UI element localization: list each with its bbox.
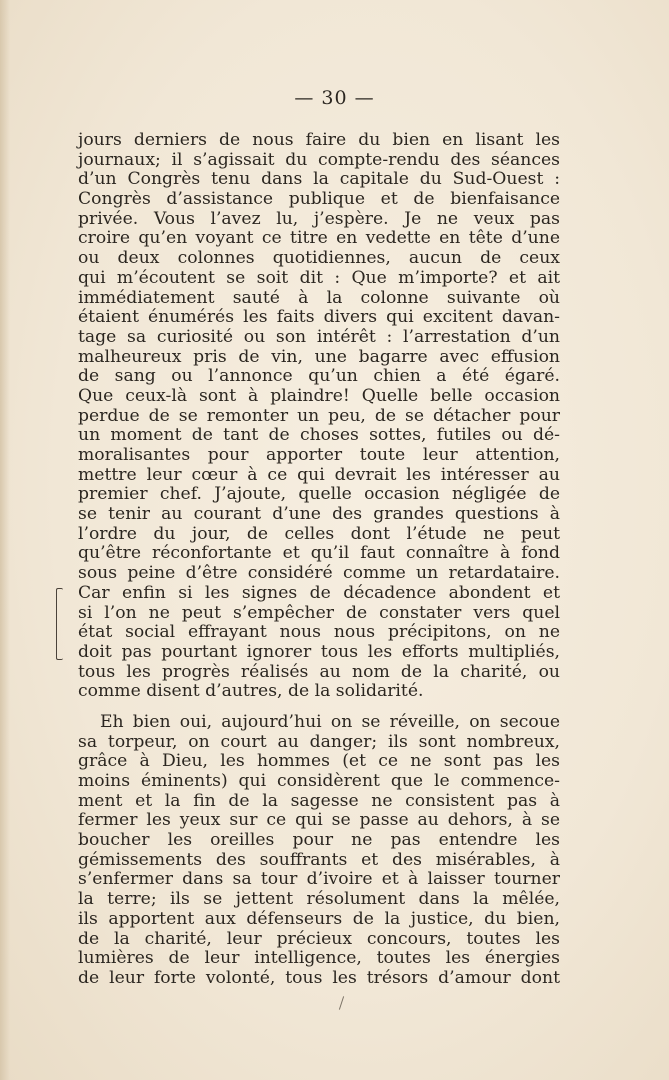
text-line: ou deux colonnes quotidiennes, aucun de ceux (78, 248, 560, 269)
text-line: sous peine d’être considéré comme un retardataire. (78, 563, 560, 584)
text-line: grâce à Dieu, les hommes (et ce ne sont pas les (78, 751, 560, 772)
text-line: de la charité, leur précieux concours, toutes les (78, 928, 560, 949)
text-line: se tenir au courant d’une des grandes questions à (78, 504, 560, 525)
text-line: Car enfin si les signes de décadence abondent et (78, 582, 560, 603)
body-text (78, 131, 560, 989)
text-line: si l’on ne peut s’empêcher de constater vers quel (78, 602, 560, 623)
text-line: qu’être réconfortante et qu’il faut connaître à fond (78, 543, 560, 564)
text-line: boucher les oreilles pour ne pas entendre les (78, 830, 560, 851)
text-line: croire qu’en voyant ce titre en vedette en tête d’une (78, 228, 560, 249)
text-line: comme disent d’autres, de la solidarité. (78, 681, 424, 702)
text-line: la terre; ils se jettent résolument dans la mêlée, (78, 889, 560, 910)
text-line: de leur forte volonté, tous les trésors d’amour dont (78, 967, 560, 988)
text-line: moins éminents) qui considèrent que le commence- (78, 771, 560, 791)
text-line: Congrès d’assistance publique et de bienfaisance (78, 189, 560, 210)
text-line: fermer les yeux sur ce qui se passe au dehors, à se (78, 810, 560, 831)
text-line: journaux; il s’agissait du compte-rendu des séances (78, 149, 560, 170)
text-line: tous les progrès réalisés au nom de la charité, ou (78, 661, 560, 682)
text-line: sa torpeur, on court au danger; ils sont nombreux, (78, 731, 560, 752)
text-line: ils apportent aux défenseurs de la justice, du bien, (78, 908, 560, 929)
text-line: privée. Vous l’avez lu, j’espère. Je ne veux pas (78, 208, 560, 229)
text-line: étaient énumérés les faits divers qui excitent davan- (78, 307, 560, 328)
text-line: Que ceux-là sont à plaindre! Quelle belle occasion (78, 385, 560, 406)
text-line: état social effrayant nous nous précipitons, on ne (78, 622, 560, 643)
text-line: d’un Congrès tenu dans la capitale du Sud-Ouest : (78, 169, 560, 190)
text-line: immédiatement sauté à la colonne suivante où (78, 287, 560, 308)
text-line: premier chef. J’ajoute, quelle occasion négligée de (78, 484, 560, 505)
page-left-edge-shadow (0, 0, 10, 1080)
text-line: ment et la fin de la sagesse ne consistent pas à (78, 790, 560, 811)
text-line: doit pas pourtant ignorer tous les efforts multipliés, (78, 641, 560, 662)
text-line: tage sa curiosité ou son intérêt : l’arrestation d’un (78, 326, 560, 347)
page-number: — 30 — (294, 87, 375, 109)
text-line: de sang ou l’annonce qu’un chien a été égaré. (78, 366, 560, 387)
pencil-mark (339, 996, 344, 1010)
text-line: Eh bien oui, aujourd’hui on se réveille, on secoue (100, 711, 560, 732)
text-line: qui m’écoutent se soit dit : Que m’importe? et ait (78, 267, 560, 288)
text-line: moralisantes pour apporter toute leur attention, (78, 445, 560, 465)
text-line: l’ordre du jour, de celles dont l’étude ne peut (78, 523, 560, 544)
text-line: mettre leur cœur à ce qui devrait les intéresser au (78, 464, 560, 485)
text-line: jours derniers de nous faire du bien en lisant les (78, 130, 560, 150)
text-line: un moment de tant de choses sottes, futiles ou dé- (78, 425, 560, 446)
text-line: gémissements des souffrants et des misérables, à (78, 849, 560, 870)
text-line: s’enfermer dans sa tour d’ivoire et à laisser tourner (78, 869, 560, 890)
margin-bracket-mark (56, 588, 63, 660)
text-line: perdue de se remonter un peu, de se détacher pour (78, 405, 560, 426)
text-line: lumières de leur intelligence, toutes les énergies (78, 948, 560, 969)
text-line: malheureux pris de vin, une bagarre avec effusion (78, 346, 560, 367)
